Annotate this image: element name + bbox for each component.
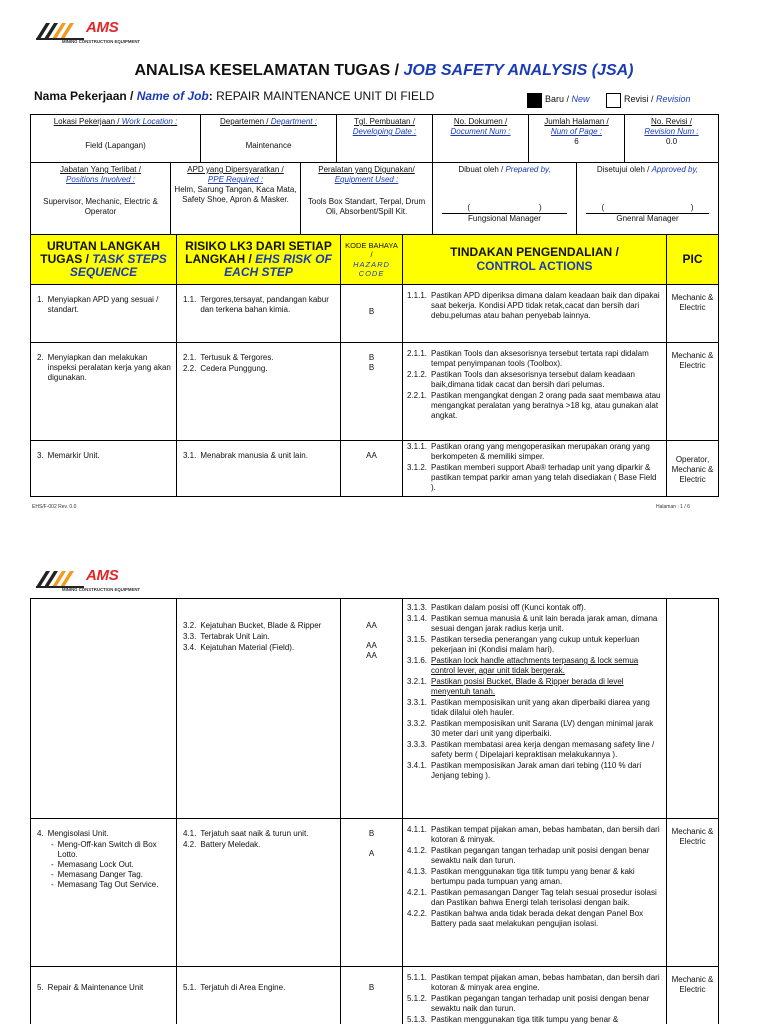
item-text: Memasang Tag Out Service. — [57, 880, 159, 889]
pic-cell — [667, 441, 719, 497]
item-number: 3. — [37, 451, 44, 460]
item-number: 3.1.5. — [407, 635, 428, 644]
jsa-header-row — [31, 235, 719, 285]
control-cell — [403, 819, 667, 967]
item-text: Pastikan mengangkat dengan 2 orang pada saat membawa atau mengangkat peralatan yang beratnya >18 kg, atau gunakan alat angkat. — [431, 391, 661, 420]
jsa-table-page-2 — [30, 598, 719, 1024]
item-number: 4. — [37, 829, 44, 838]
ppe-label-id: APD yang Dipersyaratkan / — [187, 165, 284, 174]
hazard-code-cell — [341, 967, 403, 1024]
hazard-code: AA AA AA — [366, 621, 377, 660]
substep-list — [37, 840, 172, 890]
list-item — [183, 829, 336, 839]
item-number: 3.1. — [183, 451, 197, 460]
item-number: 2.1. — [183, 353, 197, 362]
department-label-id: Departemen / — [220, 117, 271, 126]
hazard-code-cell — [341, 819, 403, 967]
step-cell — [31, 967, 177, 1024]
list-item — [407, 370, 662, 390]
revision-checkbox[interactable] — [606, 93, 621, 108]
header-risk-en: EHS RISK OF EACH STEP — [224, 251, 332, 280]
item-text: Tertusuk & Tergores. — [200, 353, 274, 362]
item-number: 3.3. — [183, 632, 197, 641]
list-item — [183, 353, 336, 363]
item-text: Pastikan memposisikan unit yang akan diperbaiki diarea yang tidak dilalui oleh hauler. — [431, 698, 650, 717]
list-item — [183, 632, 336, 642]
item-number: 3.2.1. — [407, 677, 428, 686]
item-number: 5. — [37, 983, 44, 992]
work-location-label-en: Work Location : — [121, 117, 178, 126]
bullet-dash: - — [51, 870, 54, 879]
list-item — [407, 698, 662, 718]
pic-cell — [667, 343, 719, 441]
item-number: 3.3.1. — [407, 698, 428, 707]
new-label — [545, 94, 590, 104]
item-number: 4.2. — [183, 840, 197, 849]
list-item — [407, 719, 662, 739]
positions-label-en: Positions Involved : — [66, 175, 135, 184]
list-item — [407, 677, 662, 697]
revision-num-value: 0.0 — [665, 137, 678, 146]
header-task-steps — [31, 235, 177, 285]
control-cell — [403, 343, 667, 441]
list-item — [51, 840, 172, 860]
risk-cell — [177, 343, 341, 441]
header-control-actions-en: CONTROL ACTIONS — [476, 258, 593, 273]
pic-value: Mechanic & Electric — [671, 351, 714, 370]
item-text: Meng-Off-kan Switch di Box Lotto. — [57, 840, 157, 859]
logo-tagline: MINING CONSTRUCTION EQUIPMENT — [62, 587, 141, 592]
list-item — [407, 635, 662, 655]
header-task-steps-id: URUTAN LANGKAH TUGAS / — [40, 238, 161, 266]
item-text: Mengisolasi Unit. — [47, 829, 109, 838]
item-number: 5.1.3. — [407, 1015, 428, 1024]
info-table — [30, 114, 719, 163]
item-text: Pastikan tersedia penerangan yang cukup untuk keperluan pekerjaan ini (Kondisi malam hari). — [431, 635, 640, 654]
revision-num-label-id: No. Revisi / — [651, 117, 692, 126]
title-id: ANALISA KESELAMATAN TUGAS / — [134, 62, 404, 79]
item-text: Pastikan membatasi area kerja dengan memasang safety line / safety berm ( Dipelajari kepraktisan melakukannya ). — [431, 740, 655, 759]
hazard-code: B — [368, 983, 375, 992]
document-title — [0, 62, 768, 80]
header-control-actions — [403, 235, 667, 285]
table-row — [31, 441, 719, 497]
header-hazard-code-en: HAZARD CODE — [353, 259, 390, 278]
logo-tagline: MINING CONSTRUCTION EQUIPMENT — [62, 39, 141, 44]
list-item — [51, 880, 172, 890]
list-item — [407, 740, 662, 760]
list-item — [183, 451, 336, 461]
item-text: Pastikan pemasangan Danger Tag telah sesuai prosedur isolasi dan Pastikan bahwa Energi telah terisolasi dengan baik. — [431, 888, 657, 907]
risk-cell — [177, 285, 341, 343]
job-label-en: Name of Job — [136, 89, 209, 103]
item-text: Pastikan orang yang mengoperasikan merupakan orang yang berkompeten & memiliki simper. — [431, 442, 650, 461]
item-text: Memarkir Unit. — [47, 451, 100, 460]
header-task-steps-en: TASK STEPS SEQUENCE — [69, 251, 167, 280]
step-cell — [31, 343, 177, 441]
num-of-page-value: 6 — [574, 137, 579, 146]
prepared-by-cell — [433, 163, 577, 235]
item-text: Pastikan posisi Bucket, Blade & Ripper berada di level menyentuh tanah. — [431, 677, 624, 696]
revision-label-en: Revision — [656, 94, 691, 104]
ams-logo-mark-icon — [34, 20, 86, 40]
item-text: Repair & Maintenance Unit — [47, 983, 144, 992]
header-control-actions-id: TINDAKAN PENGENDALIAN / — [450, 245, 619, 260]
item-text: Memasang Danger Tag. — [57, 870, 143, 879]
item-text: Terjatuh di Area Engine. — [200, 983, 286, 992]
pic-cell — [667, 967, 719, 1024]
item-text: Pastikan memberi support Aba® terhadap unit yang diparkir & pastikan tempat parkir aman yang telah disediakan ( Base Field ). — [431, 463, 657, 492]
control-cell — [403, 285, 667, 343]
item-number: 3.1.1. — [407, 442, 428, 451]
prepared-by-label-en: Prepared by, — [505, 165, 551, 174]
approved-by-signature: ( ) — [601, 203, 694, 212]
list-item — [183, 643, 336, 653]
item-number: 4.1.1. — [407, 825, 428, 834]
list-item — [407, 825, 662, 845]
list-item — [407, 391, 662, 421]
item-text: Pastikan Tools dan aksesorisnya tersebut tertata rapi didalam tempat penyimpanan tools (Toolbox). — [431, 349, 649, 368]
job-label-id: Nama Pekerjaan / — [34, 89, 137, 103]
prepared-by-label-id: Dibuat oleh / — [458, 165, 506, 174]
table-row — [31, 967, 719, 1024]
item-text: Pastikan semua manusia & unit lain berada jarak aman, dimana sesuai dengan jarak radius kerja unit. — [431, 614, 658, 633]
equipment-label-id: Peralatan yang Digunakan/ — [318, 165, 415, 174]
hazard-code: B — [368, 307, 375, 316]
list-item — [407, 442, 662, 462]
item-number: 4.1.2. — [407, 846, 428, 855]
item-number: 2.2.1. — [407, 391, 428, 400]
revision-label-id: Revisi / — [624, 94, 657, 104]
list-item — [407, 888, 662, 908]
item-text: Menyiapkan APD yang sesuai / standart. — [47, 295, 159, 314]
control-cell — [403, 599, 667, 819]
department-cell — [201, 115, 337, 163]
list-item — [37, 983, 172, 993]
item-number: 3.3.3. — [407, 740, 428, 749]
list-item — [407, 846, 662, 866]
approved-by-label-en: Approved by, — [651, 165, 699, 174]
risk-cell — [177, 819, 341, 967]
department-value: Maintenance — [245, 141, 292, 150]
list-item — [407, 349, 662, 369]
prepared-by-role: Fungsional Manager — [442, 213, 567, 224]
hazard-code-cell — [341, 343, 403, 441]
table-row — [31, 285, 719, 343]
pic-value: Mechanic & Electric — [671, 293, 714, 312]
item-text: Pastikan pegangan tangan terhadap unit posisi dengan benar sewaktu naik dan turun. — [431, 994, 650, 1013]
num-of-page-cell — [529, 115, 625, 163]
new-label-en: New — [571, 94, 590, 104]
item-number: 1. — [37, 295, 44, 304]
equipment-value: Tools Box Standart, Terpal, Drum Oli, Absorbent/Spill Kit. — [307, 197, 426, 216]
job-colon: : — [208, 89, 217, 103]
list-item — [183, 364, 336, 374]
info-row-1 — [31, 115, 719, 163]
item-text: Pastikan lock handle attachments terpasang & lock semua control lever, agar unit tidak bergerak. — [431, 656, 639, 675]
work-location-cell — [31, 115, 201, 163]
list-item — [183, 295, 336, 315]
title-en: JOB SAFETY ANALYSIS (JSA) — [403, 62, 634, 79]
approved-by-cell — [577, 163, 719, 235]
item-text: Menabrak manusia & unit lain. — [200, 451, 308, 460]
item-text: Terjatuh saat naik & turun unit. — [200, 829, 309, 838]
list-item — [407, 463, 662, 493]
ams-logo — [34, 568, 144, 594]
bullet-dash: - — [51, 880, 54, 889]
item-text: Pastikan menggunakan tiga titik tumpu yang benar & kaki bertumpu pada tumpuan yang aman. — [431, 867, 635, 886]
developing-date-label-id: Tgl. Pembuatan / — [354, 117, 415, 126]
item-number: 3.1.2. — [407, 463, 428, 472]
num-of-page-label-en: Num of Page : — [550, 127, 603, 136]
list-item — [407, 973, 662, 993]
hazard-code-cell — [341, 441, 403, 497]
jsa-table-page-1 — [30, 234, 719, 497]
item-number: 3.1.3. — [407, 603, 428, 612]
table-row — [31, 343, 719, 441]
hazard-code: AA — [366, 451, 377, 460]
item-text: Pastikan menggunakan tiga titik tumpu yang benar & — [431, 1015, 619, 1024]
ppe-value: Helm, Sarung Tangan, Kaca Mata, Safety Shoe, Apron & Masker. — [174, 185, 297, 204]
risk-cell — [177, 599, 341, 819]
list-item — [37, 353, 172, 383]
item-text: Pastikan Tools dan aksesorisnya tersebut dalam keadaan baik,dimana tidak cacat dan bersih dari pelumas. — [431, 370, 635, 389]
hazard-code-cell — [341, 599, 403, 819]
control-cell — [403, 967, 667, 1024]
item-text: Kejatuhan Material (Field). — [200, 643, 295, 652]
document-num-cell — [433, 115, 529, 163]
list-item — [407, 603, 662, 613]
item-text: Pastikan memposisikan unit Sarana (LV) dengan minimal jarak 30 meter dari unit yang diperbaiki. — [431, 719, 654, 738]
developing-date-cell — [337, 115, 433, 163]
bullet-dash: - — [51, 860, 54, 869]
item-text: Battery Meledak. — [200, 840, 261, 849]
item-number: 4.2.2. — [407, 909, 428, 918]
work-location-value: Field (Lapangan) — [85, 141, 146, 150]
list-item — [183, 840, 336, 850]
pic-value: Mechanic & Electric — [671, 975, 714, 994]
list-item — [407, 909, 662, 929]
item-number: 3.4.1. — [407, 761, 428, 770]
step-cell — [31, 441, 177, 497]
list-item — [37, 451, 172, 461]
work-location-label-id: Lokasi Pekerjaan / — [53, 117, 122, 126]
pic-value: Operator, Mechanic & Electric — [671, 455, 714, 484]
document-num-label-id: No. Dokumen / — [453, 117, 508, 126]
item-text: Pastikan bahwa anda tidak berada dekat dengan Panel Box Battery pada saat melakukan pengujian isolasi. — [431, 909, 644, 928]
item-number: 5.1.1. — [407, 973, 428, 982]
item-number: 5.1. — [183, 983, 197, 992]
item-text: Pastikan pegangan tangan terhadap unit posisi dengan benar sewaktu naik dan turun. — [431, 846, 650, 865]
item-number: 4.2.1. — [407, 888, 428, 897]
item-number: 2.1.1. — [407, 349, 428, 358]
job-value: REPAIR MAINTENANCE UNIT DI FIELD — [216, 89, 435, 103]
equipment-cell — [301, 163, 433, 235]
bullet-dash: - — [51, 840, 54, 849]
item-text: Pastikan tempat pijakan aman, bebas hambatan, dan bersih dari kotoran & minyak area engine. — [431, 973, 660, 992]
info-row-2 — [31, 163, 719, 235]
item-number: 3.1.6. — [407, 656, 428, 665]
risk-cell — [177, 441, 341, 497]
hazard-code: B A — [368, 829, 375, 858]
list-item — [407, 656, 662, 676]
list-item — [407, 291, 662, 321]
item-number: 1.1.1. — [407, 291, 428, 300]
item-text: Pastikan APD diperiksa dimana dalam keadaan baik dan dipakai saat bekerja. Kondisi APD tidak retak,cacat dan bersih dari debu,pelumas atau bahan penyebab lainnya. — [431, 291, 660, 320]
ams-logo — [34, 20, 144, 46]
item-number: 2.2. — [183, 364, 197, 373]
item-number: 3.4. — [183, 643, 197, 652]
positions-value: Supervisor, Mechanic, Electric & Operator — [43, 197, 158, 216]
step-cell — [31, 819, 177, 967]
list-item — [37, 295, 172, 315]
positions-label-id: Jabatan Yang Terlibat / — [60, 165, 141, 174]
item-number: 3.3.2. — [407, 719, 428, 728]
item-text: Pastikan dalam posisi off (Kunci kontak off). — [431, 603, 586, 612]
item-text: Pastikan tempat pijakan aman, bebas hambatan, dan bersih dari kotoran & minyak. — [431, 825, 660, 844]
list-item — [183, 621, 336, 631]
item-number: 3.1.4. — [407, 614, 428, 623]
prepared-by-signature: ( ) — [467, 203, 542, 212]
footer-page-number: Halaman : 1 / 6 — [656, 504, 690, 510]
pic-cell — [667, 819, 719, 967]
job-name-line — [34, 89, 434, 103]
hazard-code-cell — [341, 285, 403, 343]
revision-label — [624, 94, 691, 104]
item-number: 1.1. — [183, 295, 197, 304]
control-cell — [403, 441, 667, 497]
step-cell — [31, 285, 177, 343]
info-table-2 — [30, 162, 719, 235]
revision-num-label-en: Revision Num : — [644, 127, 699, 136]
list-item — [407, 761, 662, 781]
pic-value: Mechanic & Electric — [671, 827, 714, 846]
equipment-label-en: Equipment Used : — [334, 175, 399, 184]
list-item — [51, 860, 172, 870]
list-item — [51, 870, 172, 880]
approved-by-label-id: Disetujui oleh / — [596, 165, 652, 174]
list-item — [407, 614, 662, 634]
header-pic — [667, 235, 719, 285]
pic-cell — [667, 285, 719, 343]
table-row — [31, 599, 719, 819]
item-number: 4.1.3. — [407, 867, 428, 876]
item-text: Kejatuhan Bucket, Blade & Ripper — [200, 621, 322, 630]
developing-date-label-en: Developing Date : — [352, 127, 417, 136]
new-checkbox[interactable] — [527, 93, 542, 108]
list-item — [183, 983, 336, 993]
header-hazard-code — [341, 235, 403, 285]
page-2 — [0, 560, 768, 1024]
hazard-code: B B — [368, 353, 375, 372]
step-cell — [31, 599, 177, 819]
footer-form-code: EHS/F-002 Rev. 0.0 — [32, 504, 77, 510]
risk-cell — [177, 967, 341, 1024]
list-item — [37, 829, 172, 839]
list-item — [407, 867, 662, 887]
header-risk-id: RISIKO LK3 DARI SETIAP LANGKAH / — [185, 238, 332, 266]
header-hazard-code-id: KODE BAHAYA / — [345, 240, 398, 260]
item-text: Memasang Lock Out. — [57, 860, 134, 869]
ppe-cell — [171, 163, 301, 235]
list-item — [407, 994, 662, 1014]
pic-cell — [667, 599, 719, 819]
item-text: Cedera Punggung. — [200, 364, 268, 373]
item-number: 3.2. — [183, 621, 197, 630]
document-num-label-en: Document Num : — [450, 127, 511, 136]
item-text: Menyiapkan dan melakukan inspeksi peralatan kerja yang akan digunakan. — [47, 353, 171, 382]
item-number: 2. — [37, 353, 44, 362]
item-text: Pastikan memposisikan Jarak aman dari tebing (110 % dari Jenjang tebing ). — [431, 761, 642, 780]
list-item — [407, 1015, 662, 1024]
positions-cell — [31, 163, 171, 235]
revision-num-cell — [625, 115, 719, 163]
item-number: 2.1.2. — [407, 370, 428, 379]
num-of-page-label-id: Jumlah Halaman / — [544, 117, 609, 126]
item-text: Tertabrak Unit Lain. — [200, 632, 270, 641]
logo-brand: AMS — [86, 567, 119, 584]
table-row — [31, 819, 719, 967]
new-label-id: Baru / — [545, 94, 572, 104]
logo-brand: AMS — [86, 19, 119, 36]
ppe-label-en: PPE Required : — [207, 175, 264, 184]
ams-logo-mark-icon — [34, 568, 86, 588]
item-number: 4.1. — [183, 829, 197, 838]
header-risk — [177, 235, 341, 285]
item-text: Tergores,tersayat, pandangan kabur dan terkena bahan kimia. — [200, 295, 329, 314]
item-number: 5.1.2. — [407, 994, 428, 1003]
approved-by-role: Gnenral Manager — [586, 213, 709, 224]
header-pic-label: PIC — [682, 251, 703, 266]
department-label-en: Department : — [270, 117, 317, 126]
